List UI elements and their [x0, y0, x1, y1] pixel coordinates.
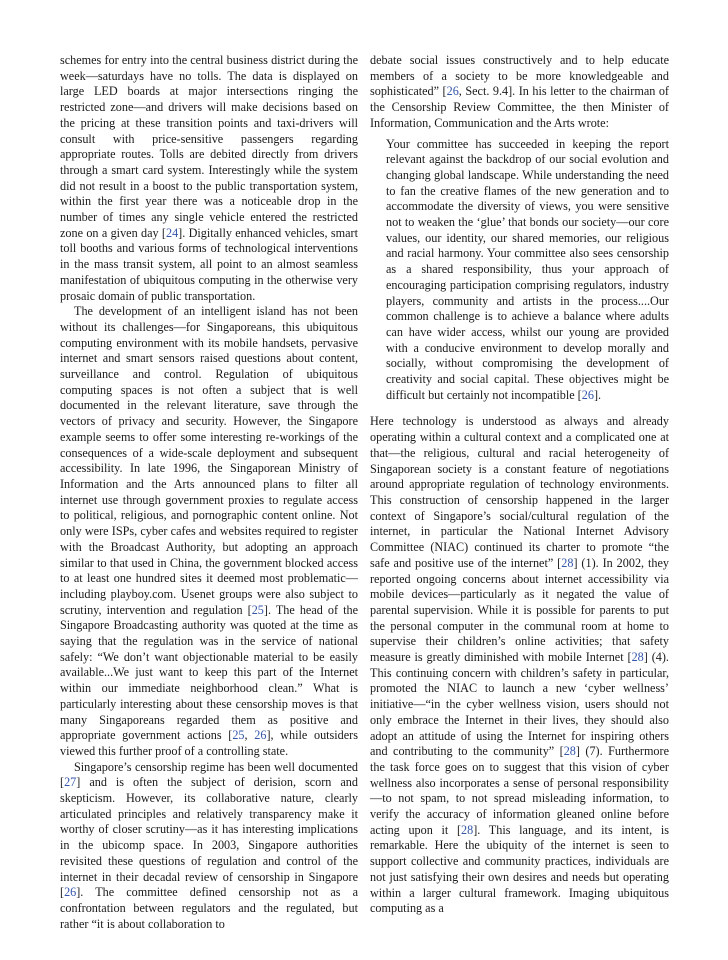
left-paragraph-2: The development of an intelligent island has not been without its challenges—for Singaporeans, this ubiquitous computing environment with its mobile handsets, pervasive internet and smart sensors raised questions about content, surveillance and control. Regulation of ubiquitous computing spaces is not often a subject that is well documented in the relevant literature, save through the vectors of privacy and security. However, the Singapore example seems to offer some interesting re-workings of the consequences of a wide-scale deployment and subsequent accessibility. In late 1996, the Singaporean Ministry of Information and the Arts announced plans to filter all internet use through government proxies to regulate access to political, religious, and pornographic content online. Not only were ISPs, cyber cafes and websites required to register with the Broadcast Authority, but adopting an approach similar to that used in China, the government blocked access to at least one hundred sites it deemed most problematic—including playboy.com. Usenet groups were also subject to scrutiny, intervention and regulation [25]. The head of the Singapore Broadcasting authority was quoted at the time as saying that the regulation was in the service of national safely: “We don’t want objectionable material to be easily available...We just want to keep this part of the Internet within our immediate neighborhood clean.” What is particularly interesting about these censorship moves is that many Singaporeans regarded them as positive and appropriate government actions [25, 26], while outsiders viewed this further proof of a controlling state. — [60, 304, 358, 758]
citation-link[interactable]: 28 — [631, 650, 644, 665]
citation-link[interactable]: 28 — [461, 822, 474, 837]
right-column — [370, 53, 669, 917]
left-paragraph-3: Singapore’s censorship regime has been well documented [27] and is often the subject of derision, scorn and skepticism. However, its collaborative nature, clearly articulated principles and relatively transparency make it worthy of closer scrutiny—as it has interesting implications in the ubicomp space. In 2003, Singapore authorities revisited these questions of regulation and control of the internet in their decadal review of censorship in Singapore [26]. The committee defined censorship not as a confrontation between regulators and the regulated, but rather “it is about collaboration to — [60, 759, 358, 931]
citation-link[interactable]: 25 — [251, 602, 264, 617]
citation-link[interactable]: 25 — [232, 728, 245, 743]
citation-link[interactable]: 28 — [563, 744, 576, 759]
citation-link[interactable]: 26 — [581, 387, 594, 402]
citation-link[interactable]: 27 — [64, 775, 77, 790]
right-paragraph-1: debate social issues constructively and to help educate members of a society to be more knowledgeable and sophisticated” [26, Sect. 9.4]. In his letter to the chairman of the Censorship Review Committee, the then Minister of Information, Communication and the Arts wrote: — [370, 53, 669, 130]
left-column — [60, 53, 358, 932]
left-paragraph-1: schemes for entry into the central business district during the week—saturdays have no tolls. The data is displayed on large LED boards at major intersections ringing the restricted zone—and drivers will make decisions based on the pricing at these transition points and taxi-drivers will consult with price-sensitive passengers regarding appropriate routes. Tolls are debited directly from drivers through a smart card system. Interestingly while the system did not result in a boost to the public transportation system, within the first year there was a noticeable drop in the number of times any single vehicle entered the restricted zone on a given day [24]. Digitally enhanced vehicles, smart toll booths and various forms of technological interventions in the mass transit system, all point to an almost seamless manifestation of ubiquitous computing in the otherwise very prosaic domain of public transportation. — [60, 53, 358, 303]
citation-link[interactable]: 24 — [165, 225, 179, 240]
right-paragraph-2: Here technology is understood as always and already operating within a cultural context and a complicated one at that—the religious, cultural and racial heterogeneity of Singaporean society is a constant feature of negotiations around appropriate regulation of technology environments. This construction of censorship happened in the larger context of Singapore’s social/cultural regulation of the internet, in particular the National Internet Advisory Committee (NIAC) continued its charter to promote “the safe and positive use of the internet” [28] (1). In 2002, they reported ongoing concerns about internet accessibility via mobile devices—particularly as it negated the value of parental supervision. While it is possible for parents to put the personal computer in the communal room at home to supervise their children’s online activities; that safety measure is greatly diminished with mobile Internet [28] (4). This continuing concern with children’s safety in particular, promoted the NIAC to launch a new ‘cyber wellness’ initiative—“in the cyber wellness vision, users should not only embrace the Internet in their lives, they should also adopt an attitude of using the Internet for inspiring others and contributing to the community” [28] (7). Furthermore the task force goes on to suggest that this vision of cyber wellness also incorporates a sense of personal responsibility—to not spam, to not spread misleading information, to verify the accuracy of information gleaned online before acting upon it [28]. This language, and its intent, is remarkable. Here the ubiquity of the internet is seen to support collective and community practices, individuals are not just satisfying their own desires and needs but operating within a larger cultural framework. Imaging ubiquitous computing as a — [370, 414, 669, 916]
citation-link[interactable]: 26 — [446, 84, 459, 99]
citation-link[interactable]: 26 — [64, 885, 77, 900]
block-quote: Your committee has succeeded in keeping the report relevant against the backdrop of our social evolution and changing global landscape. While understanding the need to fan the creative flames of the new generation and to accommodate the diversity of views, you were sensitive not to weaken the ‘glue’ that bonds our society—our core values, our identity, our shared memories, our religious and racial harmony. Your committee also sees censorship as a shared responsibility, thus your approach of encouraging participation comprising regulators, industry players, community and artists in the process....Our common challenge is to achieve a balance where adults can have wider access, whilst our young are provided with a conducive environment to develop morally and socially, without compromising the development of creativity and social capital. These objectives might be difficult but certainly not incompatible [26]. — [386, 136, 669, 402]
citation-link[interactable]: 28 — [561, 555, 574, 570]
citation-link[interactable]: 26 — [254, 728, 267, 743]
